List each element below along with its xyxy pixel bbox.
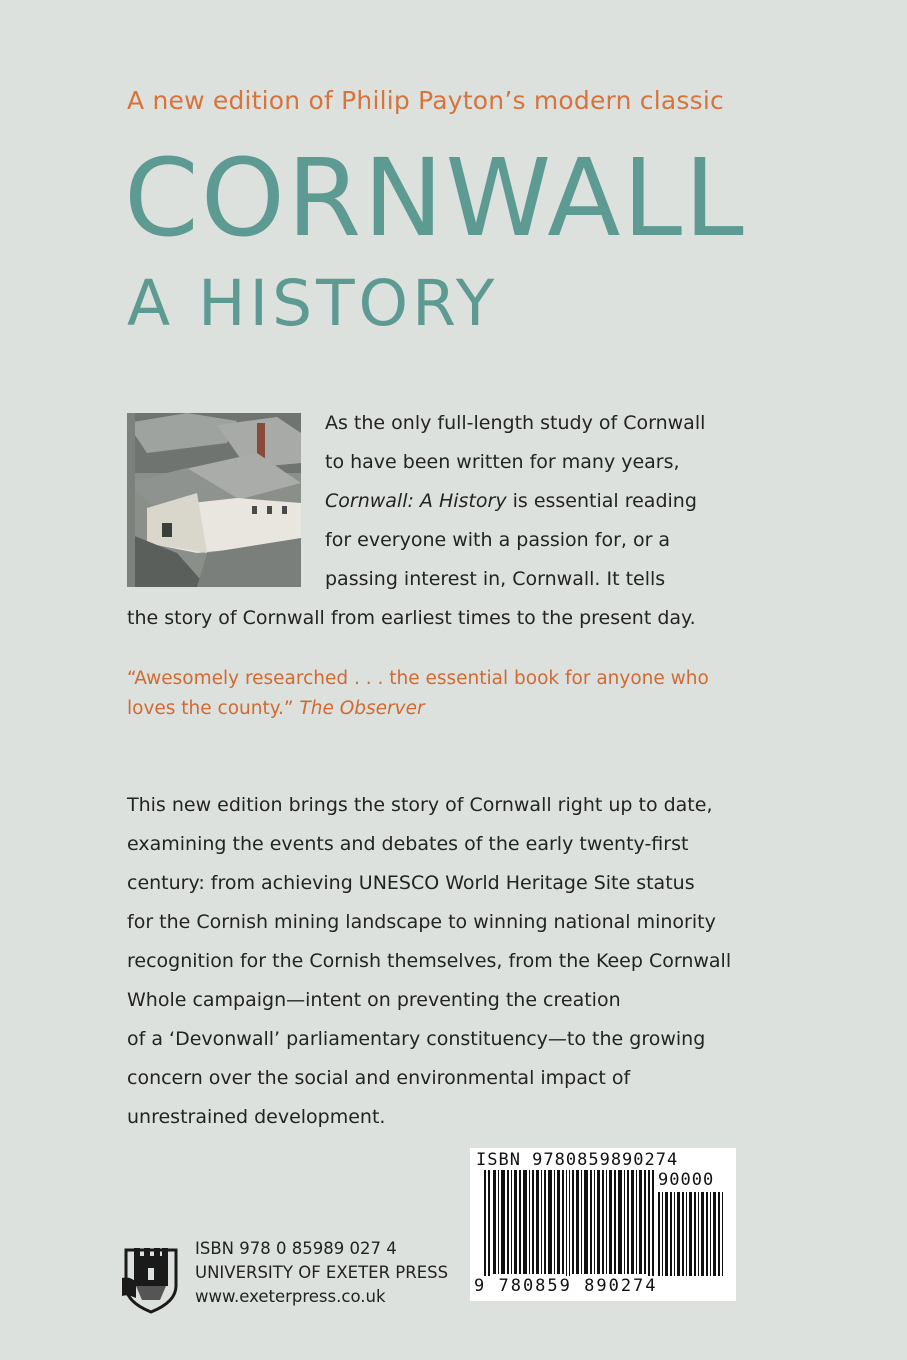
review-quote	[127, 664, 727, 724]
description-line: century: from achieving UNESCO World Heritage Site status	[127, 872, 695, 894]
barcode	[470, 1148, 736, 1301]
description-line: examining the events and debates of the early twenty-first	[127, 833, 689, 855]
description-line: concern over the social and environmental impact of	[127, 1067, 631, 1089]
description-paragraph	[127, 786, 747, 1137]
publisher-isbn: ISBN 978 0 85989 027 4	[195, 1239, 397, 1258]
book-subtitle: A HISTORY	[127, 267, 499, 340]
description-line: of a ‘Devonwall’ parliamentary constituency—to the growing	[127, 1028, 706, 1050]
intro-line-1: As the only full-length study of Cornwall	[325, 412, 706, 434]
price-barcode-bars	[658, 1192, 728, 1276]
description-line: Whole campaign—intent on preventing the creation	[127, 989, 621, 1011]
description-line: unrestrained development.	[127, 1106, 386, 1128]
description-line: for the Cornish mining landscape to winning national minority	[127, 911, 716, 933]
description-line: This new edition brings the story of Cornwall right up to date,	[127, 794, 713, 816]
intro-line-6: the story of Cornwall from earliest times to the present day.	[127, 607, 696, 629]
barcode-bars	[484, 1170, 656, 1286]
book-title-italic: Cornwall: A History	[325, 490, 507, 512]
intro-line-5: passing interest in, Cornwall. It tells	[325, 568, 666, 590]
intro-line-2: to have been written for many years,	[325, 451, 680, 473]
quote-text: “Awesomely researched . . . the essential book for anyone who loves the county.”	[127, 668, 709, 719]
publisher-info	[195, 1237, 448, 1309]
intro-line-3-rest: is essential reading	[506, 490, 697, 512]
description-line: recognition for the Cornish themselves, from the Keep Cornwall	[127, 950, 732, 972]
barcode-isbn: ISBN 9780859890274	[476, 1150, 679, 1170]
intro-line-3	[325, 490, 697, 512]
barcode-digits: 9 780859 890274	[474, 1276, 658, 1296]
quote-source: The Observer	[299, 698, 425, 719]
price-code: 90000	[658, 1170, 715, 1190]
exeter-press-logo	[120, 1238, 182, 1314]
book-title: CORNWALL	[124, 137, 746, 261]
cottages-photo	[127, 413, 301, 587]
intro-line-4: for everyone with a passion for, or a	[325, 529, 671, 551]
publisher-url: www.exeterpress.co.uk	[195, 1287, 386, 1306]
publisher-name: UNIVERSITY OF EXETER PRESS	[195, 1263, 449, 1282]
tagline: A new edition of Philip Payton’s modern classic	[127, 86, 724, 115]
